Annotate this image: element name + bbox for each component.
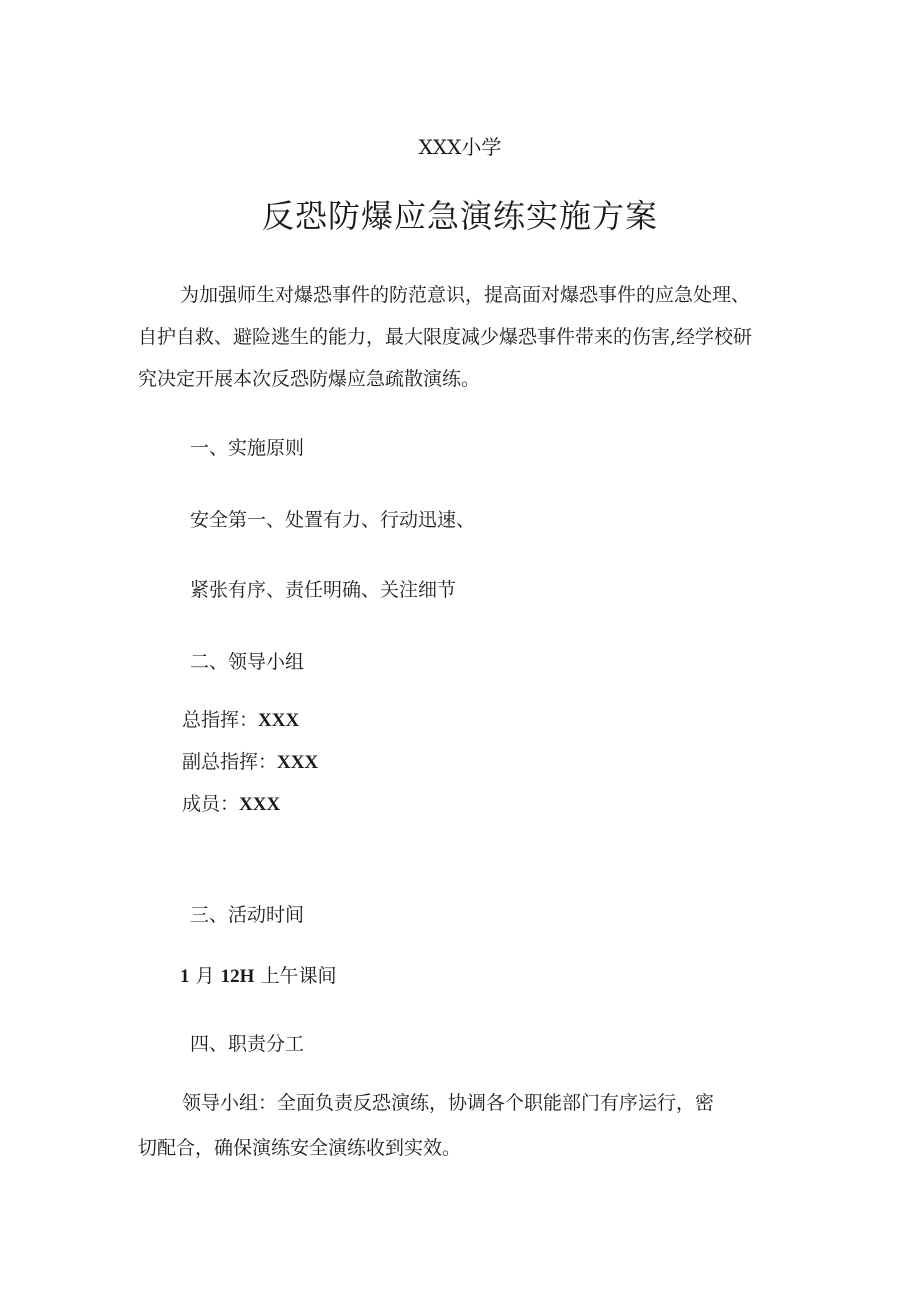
intro-line-3: 究决定开展本次反恐防爆应急疏散演练。 xyxy=(138,368,481,390)
member-role: 成员： xyxy=(182,793,240,815)
intro-line-2: 自护自救、避险逃生的能力，最大限度减少爆恐事件带来的伤害,经学校研 xyxy=(138,326,753,348)
duty-line-2: 切配合，确保演练安全演练收到实效。 xyxy=(138,1137,462,1159)
member-row-members xyxy=(182,792,280,817)
principles-line-2: 紧张有序、责任明确、关注细节 xyxy=(190,579,457,601)
document-title: 反恐防爆应急演练实施方案 xyxy=(261,197,658,235)
duty-line-1: 领导小组：全面负责反恐演练，协调各个职能部门有序运行，密 xyxy=(182,1092,715,1114)
section-2-heading: 二、领导小组 xyxy=(190,651,305,673)
date-time-of-day: 上午课间 xyxy=(260,965,337,987)
date-day-number: 12H xyxy=(220,966,255,987)
school-name: XXX小学 xyxy=(418,135,502,159)
section-4-heading: 四、职责分工 xyxy=(190,1033,305,1055)
section-3-heading: 三、活动时间 xyxy=(190,904,305,926)
member-name: XXX xyxy=(258,710,300,731)
member-role: 总指挥： xyxy=(182,709,259,731)
member-name: XXX xyxy=(277,752,319,773)
member-name: XXX xyxy=(239,794,281,815)
date-month-number: 1 xyxy=(180,966,190,987)
principles-line-1: 安全第一、处置有力、行动迅速、 xyxy=(190,509,476,531)
member-role: 副总指挥： xyxy=(182,751,278,773)
intro-line-1: 为加强师生对爆恐事件的防范意识，提高面对爆恐事件的应急处理、 xyxy=(180,284,751,306)
date-month-unit: 月 xyxy=(195,965,215,987)
member-row-commander xyxy=(182,708,299,733)
activity-date xyxy=(180,964,336,989)
section-1-heading: 一、实施原则 xyxy=(190,437,305,459)
member-row-deputy xyxy=(182,750,318,775)
